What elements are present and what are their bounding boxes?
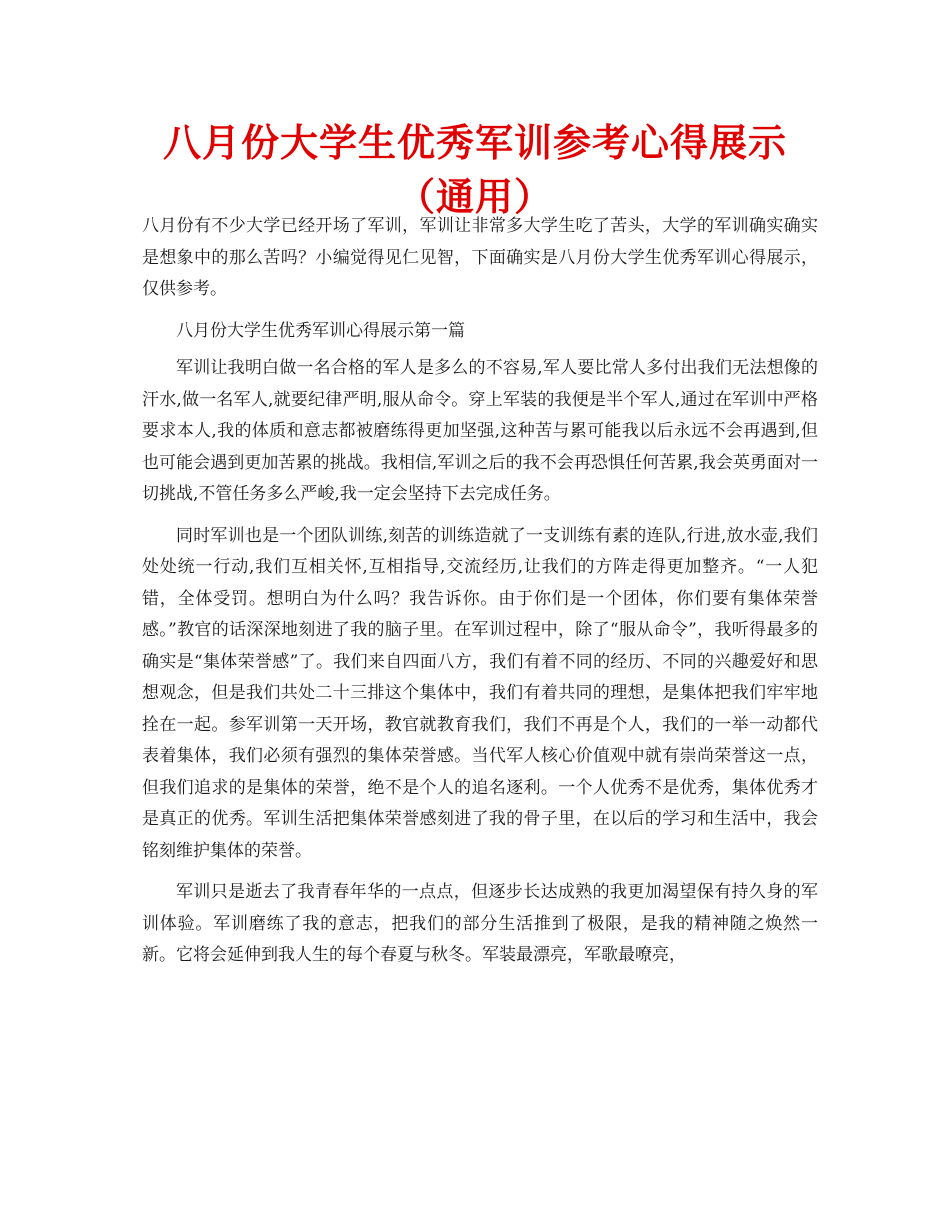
document-title: 八月份大学生优秀军训参考心得展示（通用） xyxy=(162,121,787,219)
body-paragraph-2: 同时军训也是一个团队训练,刻苦的训练造就了一支训练有素的连队,行进,放水壶,我们处处统一行动,我们互相关怀,互相指导,交流经历,让我们的方阵走得更加整齐。“一人犯错，全体受罚。想明白为什么吗？我告诉你。由于你们是一个团体，你们要有集体荣誉感。”教官的话深深地刻进了我的脑子里。在军训过程中，除了“服从命令”，我听得最多的确实是“集体荣誉感”了。我们来自四面八方，我们有着不同的经历、不同的兴趣爱好和思想观念，但是我们共处二十三排这个集体中，我们有着共同的理想，是集体把我们牢牢地拴在一起。参军训第一天开场，教官就教育我们，我们不再是个人，我们的一举一动都代表着集体，我们必须有强烈的集体荣誉感。当代军人核心价值观中就有崇尚荣誉这一点，但我们追求的是集体的荣誉，绝不是个人的追名逐利。一个人优秀不是优秀，集体优秀才是真正的优秀。军训生活把集体荣誉感刻进了我的骨子里，在以后的学习和生活中，我会铭刻维护集体的荣誉。 xyxy=(142,525,818,861)
document-body xyxy=(142,211,818,982)
section-heading: 八月份大学生优秀军训心得展示第一篇 xyxy=(176,320,465,341)
intro-paragraph: 八月份有不少大学已经开场了军训，军训让非常多大学生吃了苦头，大学的军训确实确实是想象中的那么苦吗？小编觉得见仁见智，下面确实是八月份大学生优秀军训心得展示，仅供参考。 xyxy=(142,216,818,299)
body-paragraph-1: 军训让我明白做一名合格的军人是多么的不容易,军人要比常人多付出我们无法想像的汗水,做一名军人,就要纪律严明,服从命令。穿上军装的我便是半个军人,通过在军训中严格要求本人,我的体质和意志都被磨练得更加坚强,这种苦与累可能我以后永远不会再遇到,但也可能会遇到更加苦累的挑战。我相信,军训之后的我不会再恐惧任何苦累,我会英勇面对一切挑战,不管任务多么严峻,我一定会坚持下去完成任务。 xyxy=(142,358,818,504)
body-paragraph-3: 军训只是逝去了我青春年华的一点点，但逐步长达成熟的我更加渴望保有持久身的军训体验。军训磨练了我的意志，把我们的部分生活推到了极限，是我的精神随之焕然一新。它将会延伸到我人生的每个春夏与秋冬。军装最漂亮，军歌最嘹亮， xyxy=(142,882,818,965)
